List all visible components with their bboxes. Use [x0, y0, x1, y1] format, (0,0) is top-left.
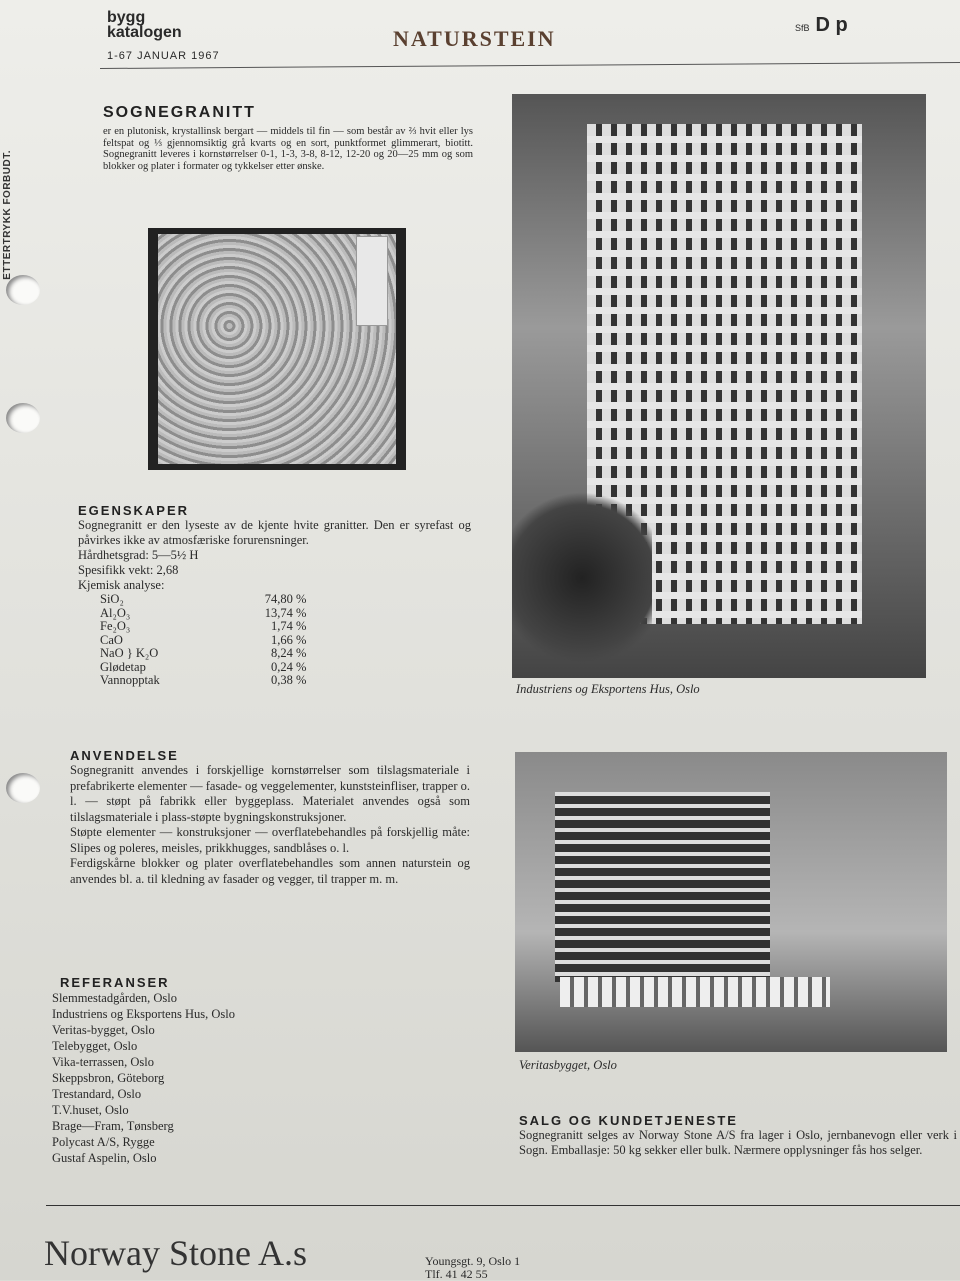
reference-item: Industriens og Eksportens Hus, Oslo	[52, 1007, 235, 1021]
percentage: 74,80 %	[264, 592, 307, 606]
sales-section	[519, 1113, 957, 1158]
analysis-label: Kjemisk analyse:	[78, 578, 165, 592]
compound: CaO	[100, 632, 123, 647]
ruler	[356, 236, 388, 326]
reference-item: Vika-terrassen, Oslo	[52, 1055, 154, 1069]
intro-heading: SOGNEGRANITT	[103, 104, 256, 121]
building-photo-industriens-hus	[512, 94, 926, 678]
analysis-row	[100, 674, 306, 688]
page-title: NATURSTEIN	[393, 26, 556, 51]
analysis-row	[100, 607, 306, 621]
percentage: 0,24 %	[270, 659, 307, 674]
percentage: 1,66 %	[270, 632, 307, 647]
compound: NaO } K₂O	[100, 646, 159, 660]
reference-item: T.V.huset, Oslo	[52, 1103, 129, 1117]
sales-heading: SALG OG KUNDETJENESTE	[519, 1113, 738, 1128]
usage-paragraph: Sognegranitt anvendes i forskjellige kornstørrelser som tilslagsmateriale i prefabrikerte elementer — fasade- og veggelementer, kunststeinfliser, trapper o. l. — støpt på fabrikk eller byggeplass. Materialet anvendes også som tilslagsmateriale i plass-støpte bygningskonstruksjoner.	[70, 763, 470, 824]
percentage: 1,74 %	[270, 619, 307, 633]
reference-item: Skeppsbron, Göteborg	[52, 1071, 165, 1085]
photo-caption: Veritasbygget, Oslo	[519, 1058, 617, 1072]
sales-text: Sognegranitt selges av Norway Stone A/S fra lager i Oslo, jernbanevogn eller verk i Sogn. Emballasje: 50 kg sekker eller bulk. Nærmere opplysninger fås hos selger.	[519, 1128, 957, 1157]
header-divider	[100, 62, 960, 69]
usage-heading: ANVENDELSE	[70, 748, 179, 763]
company-address: Youngsgt. 9, Oslo 1 Tlf. 41 42 55	[425, 1254, 521, 1281]
references-section	[52, 975, 352, 1166]
company-name: Norway Stone A.s	[44, 1233, 307, 1273]
intro-text: er en plutonisk, krystallinsk bergart — middels til fin — som består av ⅔ hvit eller lys feltspat og ⅓ gjennomsiktig grå kvarts og en sort, punktformet glimmerart, biotitt. Sognegranitt leveres i kornstørrelser 0-1, 1-3, 3-8, 8-12, 12-20 og 20—25 mm og som blokker og plater i formater og tykkelser etter ønske.	[103, 126, 473, 172]
granite-sample-photo	[148, 228, 406, 470]
punch-hole	[6, 403, 40, 433]
compound: SiO₂	[100, 592, 124, 606]
intro-section	[103, 104, 473, 172]
percentage: 0,38 %	[270, 673, 307, 687]
usage-paragraph: Ferdigskårne blokker og plater overflatebehandles som annen naturstein og anvendes bl. a. til kledning av fasader og vegger, til trapper m. m.	[70, 856, 470, 886]
density: Spesifikk vekt: 2,68	[78, 563, 179, 577]
reference-item: Slemmestadgården, Oslo	[52, 991, 177, 1005]
reference-item: Polycast A/S, Rygge	[52, 1135, 155, 1149]
footer-divider	[46, 1205, 960, 1206]
percentage: 13,74 %	[264, 605, 307, 620]
reference-item: Veritas-bygget, Oslo	[52, 1023, 155, 1037]
punch-hole	[6, 773, 40, 803]
properties-heading: EGENSKAPER	[78, 503, 190, 518]
reference-item: Gustaf Aspelin, Oslo	[52, 1151, 157, 1165]
analysis-row	[100, 647, 306, 661]
issue-date: 1-67 JANUAR 1967	[107, 50, 220, 62]
analysis-table	[100, 593, 306, 688]
references-heading: REFERANSER	[60, 975, 170, 990]
usage-paragraph: Støpte elementer — konstruksjoner — overflatebehandles på forskjellig måte: Slipes og poleres, meisles, prikkhugges, sandblåses o. l.	[70, 825, 470, 855]
side-note: ETTERTRYKK FORBUDT.	[2, 150, 13, 280]
analysis-row	[100, 593, 306, 607]
analysis-row	[100, 661, 306, 675]
compound: Glødetap	[100, 659, 146, 674]
usage-section	[70, 748, 470, 887]
compound: Vannopptak	[100, 673, 160, 687]
properties-text: Sognegranitt er den lyseste av de kjente hvite granitter. Den er syrefast og påvirkes ikke av atmosfæriske forurensninger.	[78, 518, 471, 547]
analysis-row	[100, 620, 306, 634]
sfb-code: SfB D p	[795, 14, 848, 36]
percentage: 8,24 %	[270, 646, 307, 660]
properties-section	[78, 503, 471, 688]
hardness: Hårdhetsgrad: 5—5½ H	[78, 548, 199, 562]
reference-item: Brage—Fram, Tønsberg	[52, 1119, 174, 1133]
brand-logo: bygg katalogen	[107, 9, 182, 41]
compound: Fe₂O₃	[100, 619, 131, 633]
reference-item: Trestandard, Oslo	[52, 1087, 142, 1101]
photo-caption: Industriens og Eksportens Hus, Oslo	[516, 682, 700, 696]
reference-item: Telebygget, Oslo	[52, 1039, 138, 1053]
building-photo-veritas	[515, 752, 947, 1052]
analysis-row	[100, 634, 306, 648]
compound: Al₂O₃	[100, 605, 131, 620]
